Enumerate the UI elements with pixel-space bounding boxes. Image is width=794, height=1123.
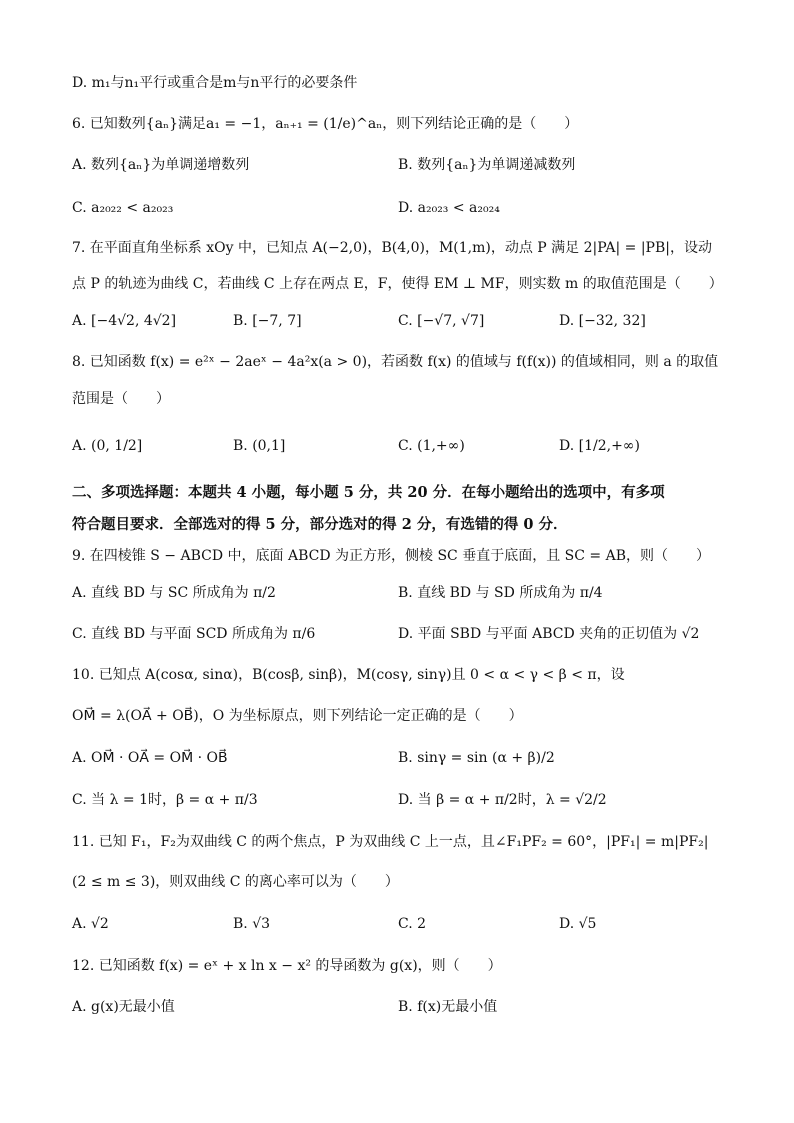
q8-option-d: D. [1/2,+∞) [559,438,640,454]
q6-option-a: A. 数列{aₙ}为单调递增数列 [72,157,250,173]
q9-option-c: C. 直线 BD 与平面 SCD 所成角为 π/6 [72,626,316,642]
q7-option-a: A. [−4√2, 4√2] [72,313,177,329]
q6-option-b: B. 数列{aₙ}为单调递减数列 [398,157,576,173]
q11-stem-line2: (2 ≤ m ≤ 3)，则双曲线 C 的离心率可以为（ ） [72,874,399,890]
section-heading-line1: 二、多项选择题：本题共 4 小题，每小题 5 分，共 20 分．在每小题给出的选项中，有多项 [72,484,665,501]
q11-option-c: C. 2 [398,916,427,932]
q12-option-a: A. g(x)无最小值 [72,999,175,1015]
q6-stem: 6. 已知数列{aₙ}满足a₁ = −1，aₙ₊₁ = (1/e)^aₙ，则下列结论正确的是（ ） [72,116,579,132]
q6-option-c: C. a₂₀₂₂ < a₂₀₂₃ [72,200,174,216]
q7-stem-line2: 点 P 的轨迹为曲线 C，若曲线 C 上存在两点 E，F，使得 EM ⊥ MF，则实数 m 的取值范围是（ ） [72,276,723,292]
q8-stem-line2: 范围是（ ） [72,391,170,407]
q10-option-d: D. 当 β = α + π/2时，λ = √2/2 [398,792,607,808]
q11-option-d: D. √5 [559,916,597,932]
q8-option-b: B. (0,1] [233,438,286,454]
q11-option-a: A. √2 [72,916,109,932]
q8-option-a: A. (0, 1/2] [72,438,143,454]
q10-option-c: C. 当 λ = 1时，β = α + π/3 [72,792,258,808]
q8-stem-line1: 8. 已知函数 f(x) = e²ˣ − 2aeˣ − 4a²x(a > 0)，若函数 f(x) 的值域与 f(f(x)) 的值域相同，则 a 的取值 [72,354,719,370]
q10-option-a: A. OM⃗ · OA⃗ = OM⃗ · OB⃗ [72,750,228,766]
q7-stem-line1: 7. 在平面直角坐标系 xOy 中，已知点 A(−2,0)，B(4,0)，M(1,m)，动点 P 满足 2|PA| = |PB|，设动 [72,240,712,256]
q9-option-a: A. 直线 BD 与 SC 所成角为 π/2 [72,585,276,601]
q11-option-b: B. √3 [233,916,271,932]
q10-option-b: B. sinγ = sin (α + β)/2 [398,750,555,766]
q9-stem: 9. 在四棱锥 S − ABCD 中，底面 ABCD 为正方形，侧棱 SC 垂直于底面，且 SC = AB，则（ ） [72,548,711,564]
q7-option-d: D. [−32, 32] [559,313,646,329]
q12-stem: 12. 已知函数 f(x) = eˣ + x ln x − x² 的导函数为 g(x)，则（ ） [72,958,502,974]
q10-stem-line2: OM⃗ = λ(OA⃗ + OB⃗)，O 为坐标原点，则下列结论一定正确的是（ ） [72,708,523,724]
q12-option-b: B. f(x)无最小值 [398,999,498,1015]
q9-option-b: B. 直线 BD 与 SD 所成角为 π/4 [398,585,603,601]
q10-stem-line1: 10. 已知点 A(cosα, sinα)，B(cosβ, sinβ)，M(cosγ, sinγ)且 0 < α < γ < β < π，设 [72,667,625,683]
q11-stem-line1: 11. 已知 F₁，F₂为双曲线 C 的两个焦点，P 为双曲线 C 上一点，且∠F₁PF₂ = 60°，|PF₁| = m|PF₂| [72,834,709,850]
q7-option-c: C. [−√7, √7] [398,313,485,329]
q5-option-d: D. m₁与n₁平行或重合是m与n平行的必要条件 [72,75,358,91]
q7-option-b: B. [−7, 7] [233,313,302,329]
q9-option-d: D. 平面 SBD 与平面 ABCD 夹角的正切值为 √2 [398,626,700,642]
q6-option-d: D. a₂₀₂₃ < a₂₀₂₄ [398,200,500,216]
section-heading-line2: 符合题目要求．全部选对的得 5 分，部分选对的得 2 分，有选错的得 0 分． [72,516,568,533]
q8-option-c: C. (1,+∞) [398,438,465,454]
